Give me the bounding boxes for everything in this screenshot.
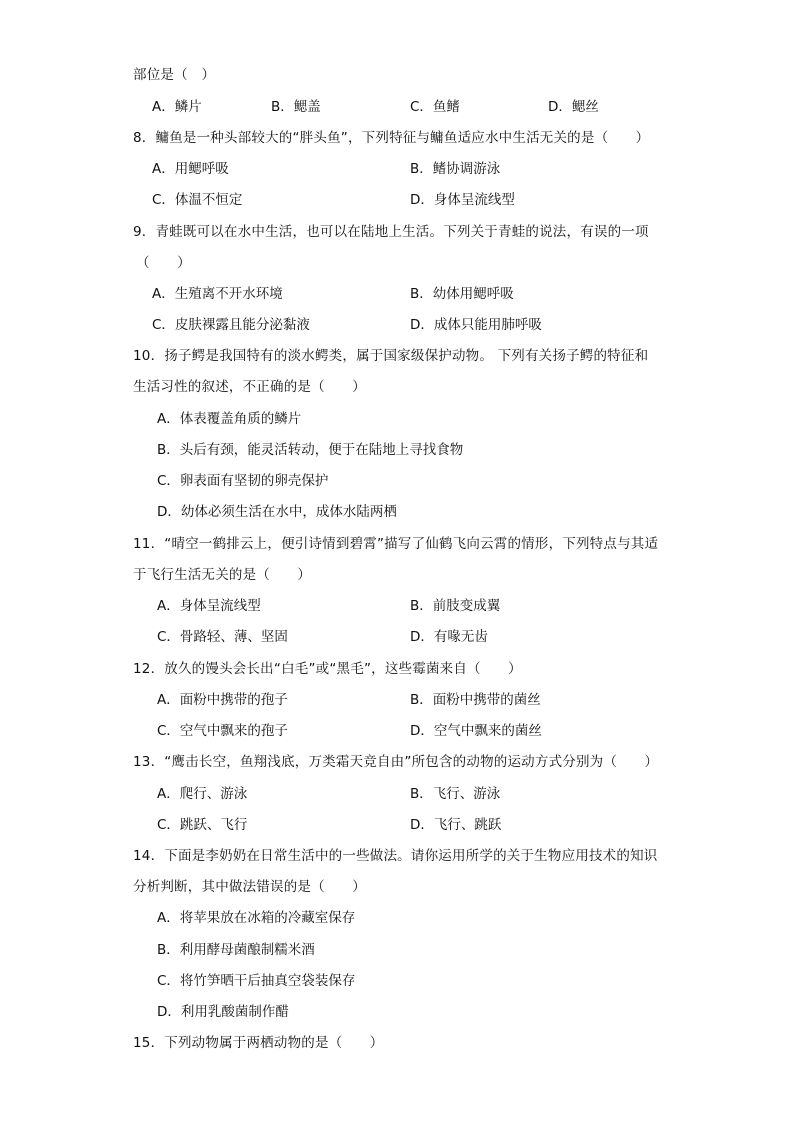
q12-option-a: A．面粉中携带的孢子 [157,692,288,708]
q10-option-c: C．卵表面有坚韧的卵壳保护 [157,473,329,489]
q15-stem: 15．下列动物属于两栖动物的是（ ） [133,1035,384,1051]
q8-option-b: B．鳍协调游泳 [410,161,501,177]
q7-option-c: C．鱼鳍 [410,99,460,115]
q14-stem-line1: 14．下面是李奶奶在日常生活中的一些做法。请你运用所学的关于生物应用技术的知识 [133,848,658,864]
q10-stem-line1: 10．扬子鳄是我国特有的淡水鳄类，属于国家级保护动物。 下列有关扬子鳄的特征和 [133,348,649,364]
q12-option-d: D．空气中飘来的菌丝 [410,723,542,739]
q7-option-d: D．鳃丝 [548,99,599,115]
q14-option-a: A．将苹果放在冰箱的冷藏室保存 [157,910,356,926]
q8-option-d: D．身体呈流线型 [410,192,515,208]
q7-option-a: A．鳞片 [152,99,202,115]
q11-option-c: C．骨路轻、薄、坚固 [157,629,288,645]
q13-option-d: D．飞行、跳跃 [410,817,502,833]
q10-stem-line2: 生活习性的叙述，不正确的是（ ） [133,379,366,395]
q13-option-a: A．爬行、游泳 [157,786,248,802]
q9-stem-line1: 9．青蛙既可以在水中生活，也可以在陆地上生活。下列关于青蛙的说法，有误的一项 [133,224,649,240]
q12-option-b: B．面粉中携带的菌丝 [410,692,541,708]
q11-option-b: B．前肢变成翼 [410,598,501,614]
q8-stem: 8．鳙鱼是一种头部较大的“胖头鱼”，下列特征与鳙鱼适应水中生活无关的是（ ） [133,130,650,146]
q7-option-b: B．鳃盖 [271,99,321,115]
q14-option-c: C．将竹笋晒干后抽真空袋装保存 [157,973,356,989]
q8-option-c: C．体温不恒定 [152,192,243,208]
q9-option-a: A．生殖离不开水环境 [152,286,283,302]
q11-option-d: D．有喙无齿 [410,629,488,645]
q11-stem-line2: 于飞行生活无关的是（ ） [133,567,312,583]
q10-option-a: A．体表覆盖角质的鳞片 [157,411,302,427]
q14-option-d: D．利用乳酸菌制作醋 [157,1004,289,1020]
q13-option-c: C．跳跃、飞行 [157,817,248,833]
q9-option-c: C．皮肤裸露且能分泌黏液 [152,317,310,333]
q8-option-a: A．用鳃呼吸 [152,161,229,177]
question-7-tail: 部位是（ ） [133,67,216,83]
q14-option-b: B．利用酵母菌酿制糯米酒 [157,942,315,958]
q11-stem-line1: 11．“晴空一鹤排云上，便引诗情到碧霄”描写了仙鹤飞向云霄的情形，下列特点与其适 [133,536,659,552]
q12-option-c: C．空气中飘来的孢子 [157,723,288,739]
q14-stem-line2: 分析判断，其中做法错误的是（ ） [133,879,366,895]
q10-option-b: B．头后有颈，能灵活转动，便于在陆地上寻找食物 [157,442,464,458]
q11-option-a: A．身体呈流线型 [157,598,261,614]
q13-stem: 13．“鹰击长空，鱼翔浅底，万类霜天竞自由”所包含的动物的运动方式分别为（ ） [133,754,659,770]
q9-stem-line2: （ ） [136,255,191,271]
q13-option-b: B．飞行、游泳 [410,786,501,802]
q9-option-b: B．幼体用鳃呼吸 [410,286,514,302]
q10-option-d: D．幼体必须生活在水中，成体水陆两栖 [157,504,397,520]
q9-option-d: D．成体只能用肺呼吸 [410,317,542,333]
q12-stem: 12．放久的馒头会长出“白毛”或“黑毛”，这些霉菌来自（ ） [133,661,522,677]
